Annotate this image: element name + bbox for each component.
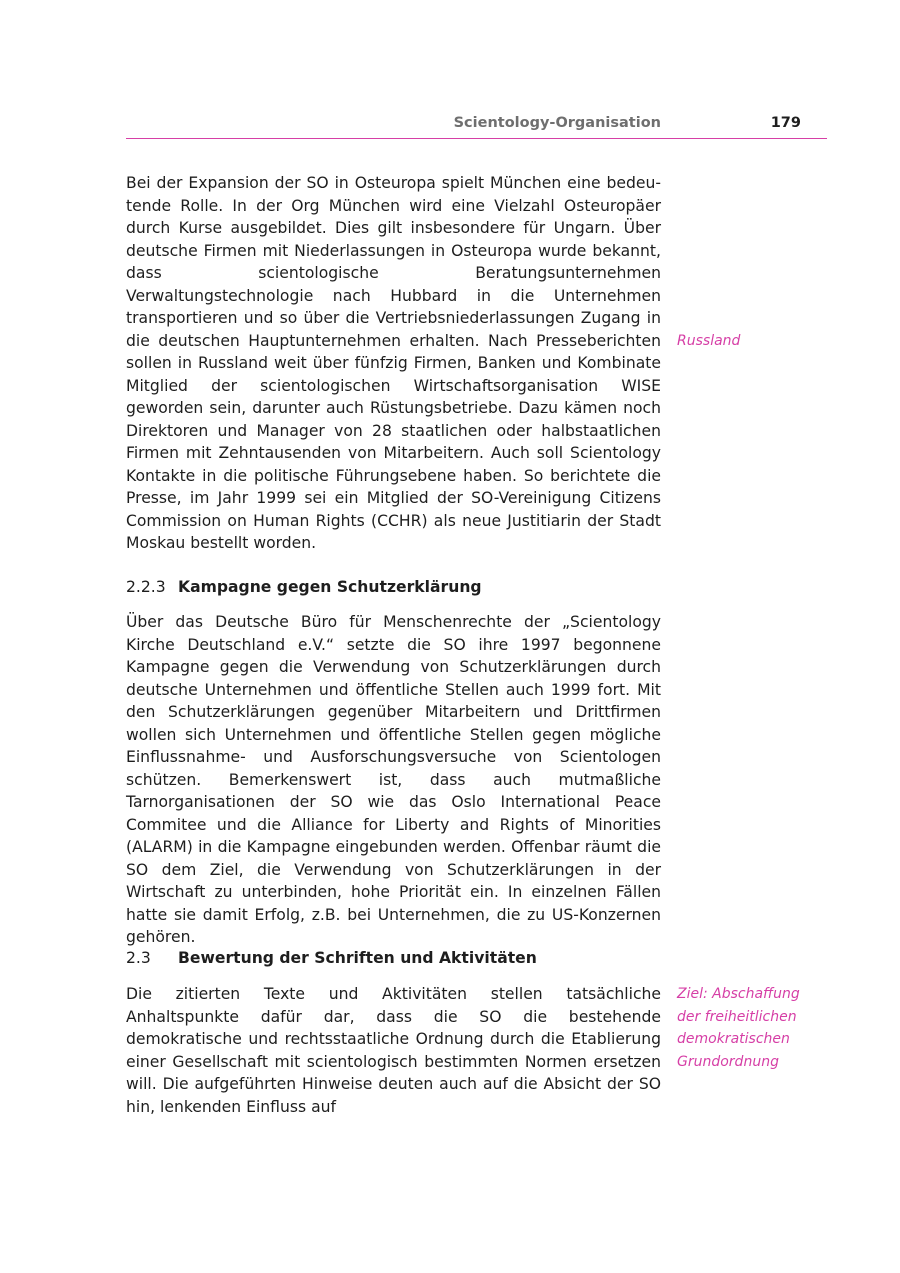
page-number: 179 [770,115,801,131]
running-title: Scientology-Organisation [453,115,661,131]
body-paragraph-kampagne: Über das Deutsche Büro für Menschenrechte der „Scientology Kirche Deutschland e.V.“ setzte die SO ihre 1997 begonnene Kampagne gegen die Verwendung von Schutzerklärungen durch deutsche Unternehmen und öffentliche Stellen auch 1999 fort. Mit den Schutzerklärungen gegenüber Mitarbeitern und Drittfirmen wollen sich Unternehmen und öffentliche Stellen gegen mögliche Einflussnahme- und Ausforschungsversuche von Scientologen schützen. Bemerkenswert ist, dass auch mutmaßliche Tarnorganisationen der SO wie das Oslo International Peace Commitee und die Alliance for Liberty and Rights of Minorities (ALARM) in die Kampagne eingebunden werden. Offenbar räumt die SO dem Ziel, die Verwendung von Schutzerklärungen in der Wirtschaft zu unterbinden, hohe Priorität ein. In einzelnen Fällen hatte sie damit Erfolg, z.B. bei Unternehmen, die zu US-Konzernen gehören. [126,613,661,946]
section-title: Bewertung der Schriften und Aktivitäten [178,949,537,967]
body-paragraph-expansion: Bei der Expansion der SO in Osteuropa spielt München eine bedeutende Rolle. In der Org München wird eine Vielzahl Osteuropäer durch Kurse ausgebildet. Dies gilt insbesondere für Ungarn. Über deutsche Firmen mit Niederlassungen in Osteuropa wurde bekannt, dass scientologische Beratungsunternehmen Verwaltungstechnologie nach Hubbard in die Unternehmen transportieren und so über die Vertriebsniederlassungen Zugang in die deutschen Hauptunternehmen erhalten. Nach Presseberichten sollen in Russland weit über fünfzig Firmen, Banken und Kombinate Mitglied der scientologischen Wirtschaftsorganisation WISE geworden sein, darunter auch Rüstungsbetriebe. Dazu kämen noch Direktoren und Manager von 28 staatlichen oder halbstaatlichen Firmen mit Zehntausenden von Mitarbeitern. Auch soll Scientology Kontakte in die politische Führungsebene haben. So berichtete die Presse, im Jahr 1999 sei ein Mitglied der SO-Vereinigung Citizens Commission on Human Rights (CCHR) als neue Justitiarin der Stadt Moskau bestellt worden. [126,174,661,552]
page-header [126,112,827,139]
section-heading-2-2-3 [126,576,482,598]
margin-note-russland: Russland [677,333,741,349]
body-paragraph-bewertung: Die zitierten Texte und Aktivitäten stellen tatsächliche Anhaltspunkte dafür dar, dass die SO die bestehende demokratische und rechtsstaatliche Ordnung durch die Etablierung einer Gesellschaft mit scientologisch bestimmten Normen ersetzen will. Die aufgeführten Hinweise deuten auch auf die Absicht der SO hin, lenkenden Einfluss auf [126,985,661,1116]
section-title: Kampagne gegen Schutzerklärung [178,578,482,596]
section-number: 2.2.3 [126,578,166,596]
section-heading-2-3 [126,947,537,969]
section-number: 2.3 [126,949,151,967]
margin-note-ziel: Ziel: Abschaffung der freiheitlichen demokratischen Grundordnung [677,986,800,1070]
